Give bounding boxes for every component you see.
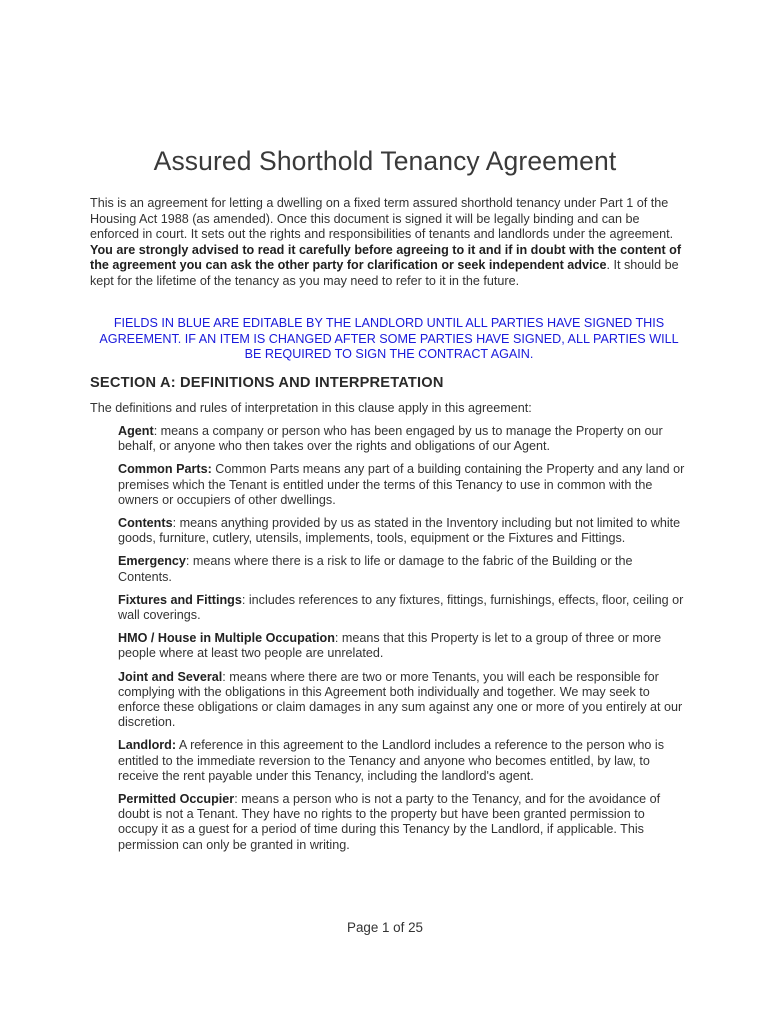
definition-term: Permitted Occupier (118, 792, 235, 807)
definition-text: : means where there is a risk to life or damage to the fabric of the Building or the Contents. (118, 554, 633, 584)
definition-permitted-occupier (118, 792, 686, 853)
definition-text: : means where there are two or more Tenants, you will each be responsible for complying with the obligations in this Agreement both individually and together. We may seek to enforce these obligations or claim damages in any sum against any one or more of you entirely at our discretion. (118, 669, 683, 730)
document-title: Assured Shorthold Tenancy Agreement (153, 146, 617, 176)
page-number: Page 1 of 25 (347, 920, 423, 935)
definition-term: Common Parts: (118, 462, 212, 477)
definition-text: : means that this Property is let to a group of three or more people where at least two people are unrelated. (118, 631, 662, 661)
definition-common-parts (118, 462, 686, 508)
definition-text: : means a company or person who has been engaged by us to manage the Property on our behalf, or anyone who then takes over the rights and obligations of our Agent. (118, 424, 663, 454)
definitions-list (118, 424, 686, 861)
definition-term: HMO / House in Multiple Occupation (118, 631, 335, 646)
section-a-intro: The definitions and rules of interpretation in this clause apply in this agreement: (90, 401, 532, 415)
intro-paragraph (90, 196, 688, 289)
editable-fields-notice: FIELDS IN BLUE ARE EDITABLE BY THE LANDLORD UNTIL ALL PARTIES HAVE SIGNED THIS AGREEMENT. IF AN ITEM IS CHANGED AFTER SOME PARTIES HAVE SIGNED, ALL PARTIES WILL BE REQUIRED TO SIGN THE CONTRACT AGAIN. (99, 316, 679, 361)
definition-landlord (118, 738, 686, 784)
definition-text: : means a person who is not a party to the Tenancy, and for the avoidance of doubt is not a Tenant. They have no rights to the property but have been granted permission to occupy it as a guest for a period of time during this Tenancy by the Landlord, if applicable. This permission can only be granted in writing. (118, 792, 661, 852)
definition-contents (118, 516, 686, 546)
definition-term: Landlord: (118, 738, 177, 753)
section-a-heading: SECTION A: DEFINITIONS AND INTERPRETATION (90, 375, 444, 391)
definition-text: A reference in this agreement to the Landlord includes a reference to the person who is entitled to the immediate reversion to the Tenancy and anyone who becomes entitled, by law, to receive the rent payable under this Tenancy, including the landlord's agent. (118, 738, 665, 783)
definition-emergency (118, 554, 686, 584)
intro-text-part2: . It should be kept for the lifetime of the tenancy as you may need to refer to it in the future. (90, 258, 679, 288)
definition-agent (118, 424, 686, 454)
definition-hmo (118, 631, 686, 661)
definition-joint-and-several (118, 670, 686, 731)
definition-term: Joint and Several (118, 669, 223, 684)
definition-term: Emergency (118, 554, 186, 569)
definition-text: : means anything provided by us as stated in the Inventory including but not limited to white goods, furniture, cutlery, utensils, implements, tools, equipment or the Fixtures and Fittings. (118, 516, 681, 546)
intro-text-part1: This is an agreement for letting a dwelling on a fixed term assured shorthold tenancy under Part 1 of the Housing Act 1988 (as amended). Once this document is signed it will be legally binding and can be enforced in court. It sets out the rights and responsibilities of tenants and landlords under the agreement. (90, 196, 674, 241)
intro-bold-advice: You are strongly advised to read it carefully before agreeing to it and if in doubt with the content of the agreement you can ask the other party for clarification or seek independent advice (90, 242, 682, 272)
definition-term: Contents (118, 516, 173, 531)
definition-term: Fixtures and Fittings (118, 592, 242, 607)
definition-term: Agent (118, 424, 154, 438)
definition-fixtures-and-fittings (118, 593, 686, 623)
definition-text: Common Parts means any part of a building containing the Property and any land or premises which the Tenant is entitled under the terms of this Tenancy to use in common with the owners or occupiers of other dwellings. (118, 462, 685, 507)
definition-text: : includes references to any fixtures, fittings, furnishings, effects, floor, ceiling or wall coverings. (118, 592, 684, 623)
